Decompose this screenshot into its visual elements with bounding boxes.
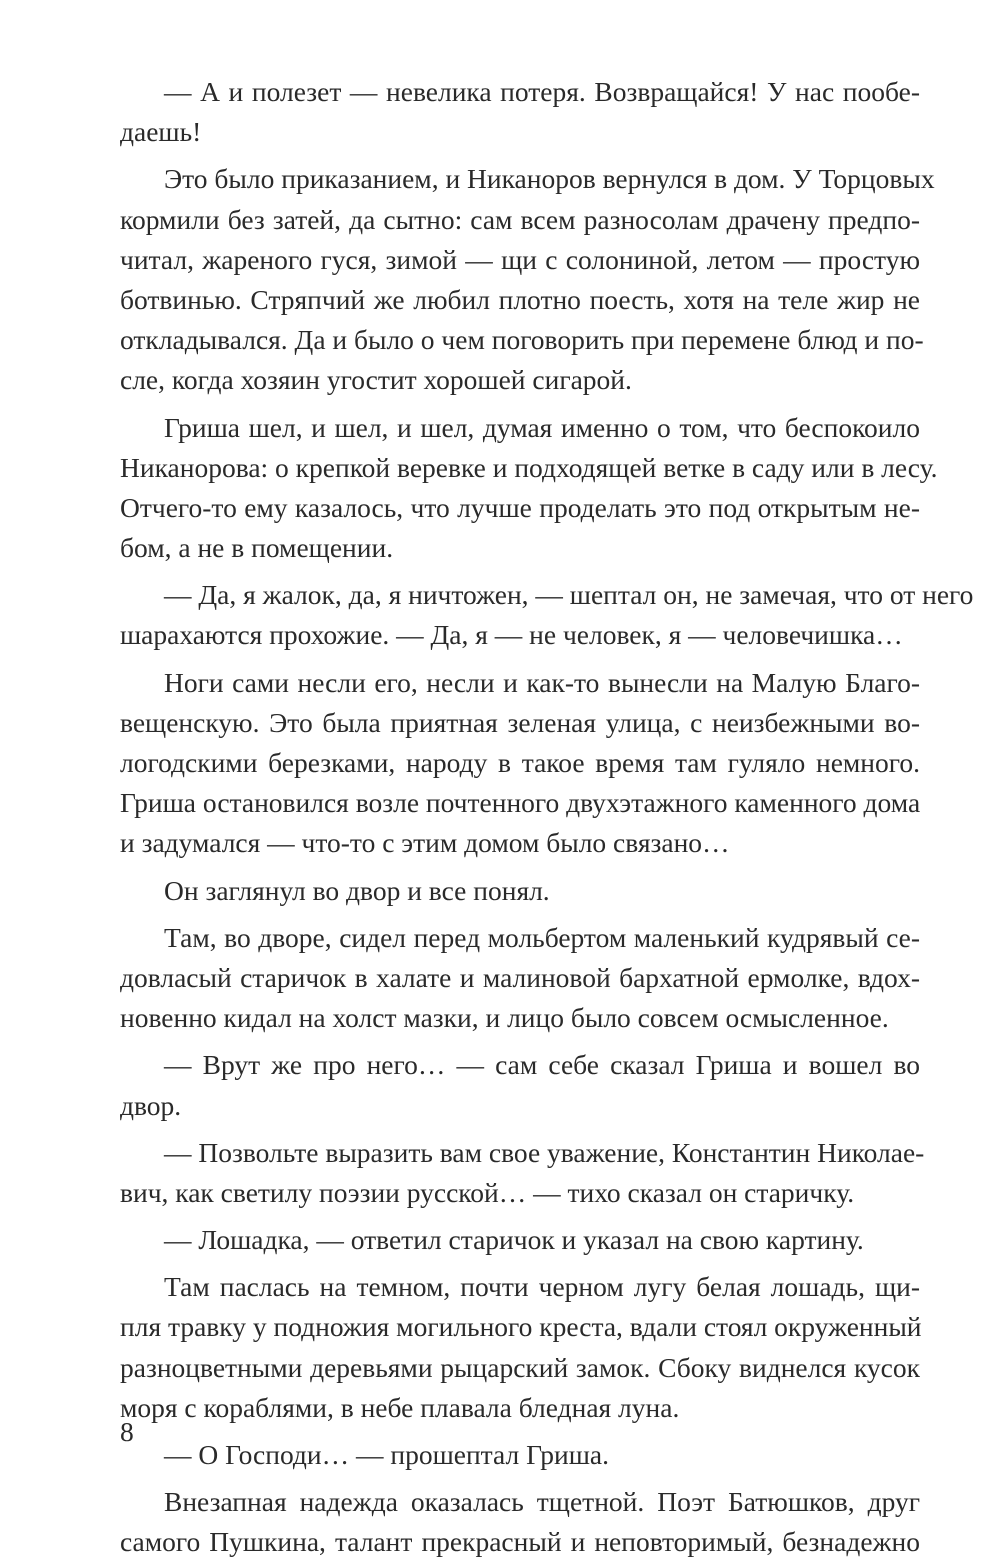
paragraph	[120, 918, 920, 1039]
text-line: — Лошадка, — ответил старичок и указал на свою картину.	[164, 1224, 864, 1256]
paragraph	[120, 871, 920, 911]
text-line: вещенскую. Это была приятная зеленая улица, с неизбежными во-	[120, 706, 920, 738]
text-line: разноцветными деревьями рыцарский замок. Сбоку виднелся кусок	[120, 1351, 920, 1383]
text-line: Там, во дворе, сидел перед мольбертом маленький кудрявый се-	[164, 921, 920, 953]
page-number: 8	[120, 1416, 134, 1447]
text-line: Внезапная надежда оказалась тщетной. Поэт Батюшков, друг	[164, 1486, 920, 1518]
paragraph	[120, 1482, 920, 1562]
text-line: Отчего-то ему казалось, что лучше проделать это под открытым не-	[120, 491, 920, 523]
text-line: — А и полезет — невелика потеря. Возвращайся! У нас пообе-	[164, 76, 920, 107]
text-line: Никанорова: о крепкой веревке и подходящей ветке в саду или в лесу.	[120, 451, 938, 483]
text-line: Гриша остановился возле почтенного двухэтажного каменного дома	[120, 787, 921, 819]
page-body	[120, 72, 974, 1563]
text-line: Это было приказанием, и Никаноров вернулся в дом. У Торцовых	[164, 163, 935, 195]
text-line: — О Господи… — прошептал Гриша.	[164, 1439, 609, 1470]
text-line: самого Пушкина, талант прекрасный и неповторимый, безнадежно	[120, 1526, 920, 1558]
text-line: Гриша шел, и шел, и шел, думая именно о том, что беспокоило	[164, 411, 920, 443]
paragraph	[120, 408, 938, 569]
text-line: даешь!	[120, 116, 202, 148]
paragraph	[120, 159, 935, 400]
text-line: — Да, я жалок, да, я ничтожен, — шептал он, не замечая, что от него	[164, 579, 974, 611]
text-line: пля травку у подножия могильного креста, вдали стоял окруженный	[120, 1311, 922, 1343]
text-line: вич, как светилу поэзии русской… — тихо сказал он старичку.	[120, 1176, 855, 1208]
text-line: новенно кидал на холст мазки, и лицо было совсем осмысленное.	[120, 1002, 889, 1034]
text-line: ботвинью. Стряпчий же любил плотно поесть, хотя на теле жир не	[120, 283, 920, 315]
paragraph	[120, 72, 920, 152]
text-line: — Позвольте выразить вам свое уважение, Константин Николае-	[164, 1136, 925, 1168]
text-line: моря с кораблями, в небе плавала бледная луна.	[120, 1391, 680, 1423]
paragraph	[120, 1220, 920, 1260]
text-line: Там паслась на темном, почти черном лугу белая лошадь, щи-	[164, 1271, 920, 1303]
text-line: Он заглянул во двор и все понял.	[164, 874, 550, 906]
paragraph	[120, 1133, 925, 1213]
text-line: читал, жареного гуся, зимой — щи с солониной, летом — простую	[120, 243, 920, 275]
paragraph	[120, 663, 920, 864]
paragraph	[120, 1045, 920, 1125]
text-line: двор.	[120, 1089, 182, 1121]
paragraph	[120, 575, 974, 655]
text-line: логодскими березками, народу в такое время там гуляло немного.	[120, 747, 920, 778]
text-line: откладывался. Да и было о чем поговорить при перемене блюд и по-	[120, 324, 924, 356]
paragraph	[120, 1435, 920, 1475]
text-line: шарахаются прохожие. — Да, я — не человек, я — человечишка…	[120, 619, 903, 651]
paragraph	[120, 1267, 920, 1428]
text-line: Ноги сами несли его, несли и как-то вынесли на Малую Благо-	[164, 666, 920, 698]
text-line: и задумался — что-то с этим домом было связано…	[120, 827, 730, 859]
text-line: кормили без затей, да сытно: сам всем разносолам драчену предпо-	[120, 203, 920, 235]
text-line: довласый старичок в халате и малиновой бархатной ермолке, вдох-	[120, 961, 920, 993]
text-line: — Врут же про него… — сам себе сказал Гриша и вошел во	[164, 1049, 920, 1081]
text-line: сле, когда хозяин угостит хорошей сигарой.	[120, 364, 632, 396]
text-line: бом, а не в помещении.	[120, 532, 394, 564]
